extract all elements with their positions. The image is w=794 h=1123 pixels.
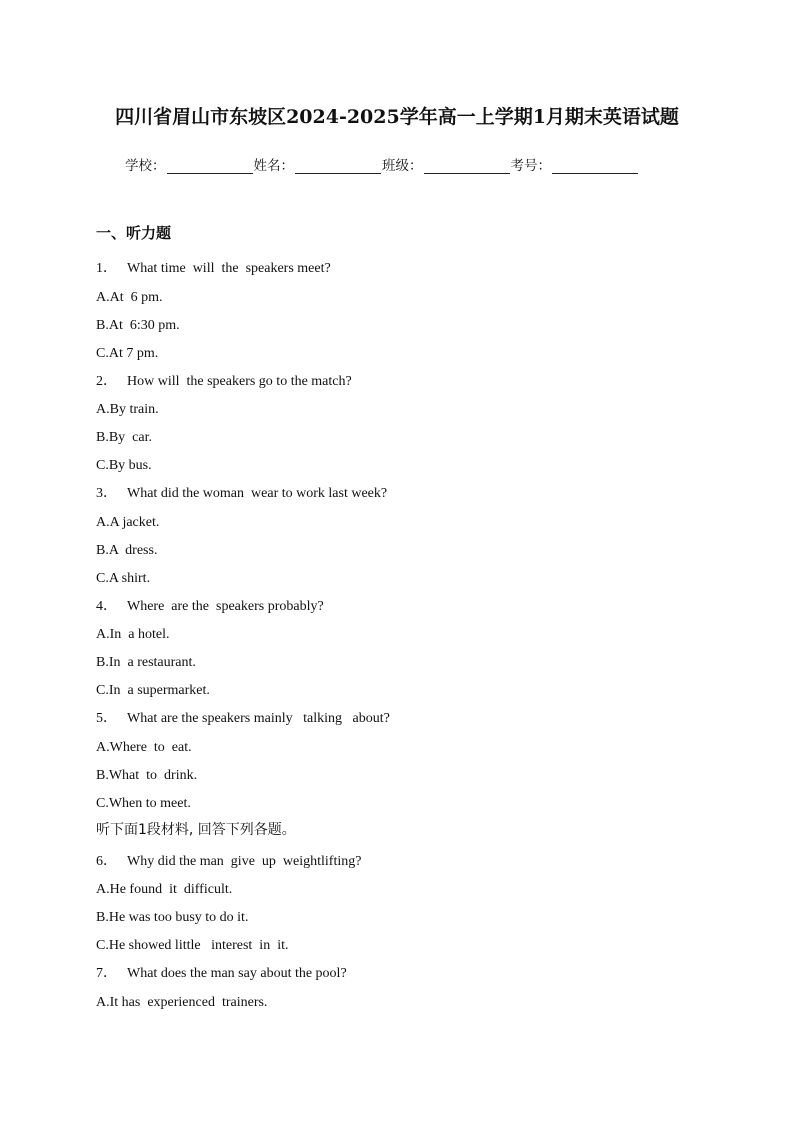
student-info-row bbox=[125, 154, 639, 174]
option-a: A.Where to eat. bbox=[96, 739, 192, 755]
class-label: 班级： bbox=[382, 158, 423, 174]
name-label: 姓名： bbox=[253, 158, 294, 174]
question-number: 1． bbox=[96, 261, 117, 276]
question-text: What time will the speakers meet? bbox=[127, 261, 331, 276]
option-a: A.A jacket. bbox=[96, 514, 160, 530]
question-text: What did the woman wear to work last week? bbox=[127, 486, 388, 501]
question-3 bbox=[96, 484, 736, 597]
question-6 bbox=[96, 852, 736, 965]
question-2 bbox=[96, 372, 736, 485]
option-b: B.What to drink. bbox=[96, 767, 198, 783]
option-c: C.In a supermarket. bbox=[96, 683, 210, 698]
class-field bbox=[382, 154, 511, 174]
question-number: 2． bbox=[96, 373, 117, 389]
option-c: C.A shirt. bbox=[96, 570, 151, 586]
question-7 bbox=[96, 964, 736, 1021]
question-text: What are the speakers mainly talking about? bbox=[127, 711, 390, 726]
option-a: A.In a hotel. bbox=[96, 627, 170, 642]
question-stem bbox=[96, 852, 736, 881]
question-number: 4． bbox=[96, 598, 117, 614]
question-5 bbox=[96, 709, 736, 822]
option-b: B.By car. bbox=[96, 430, 152, 445]
page-title: 四川省眉山市东坡区2024-2025学年高一上学期1月期末英语试题 bbox=[115, 106, 679, 128]
question-stem bbox=[96, 709, 736, 738]
question-text: Why did the man give up weightlifting? bbox=[127, 853, 362, 869]
listening-instruction: 听下面1段材料, 回答下列各题。 bbox=[96, 821, 296, 838]
exam-number-label: 考号： bbox=[510, 158, 551, 174]
class-blank[interactable] bbox=[424, 159, 510, 174]
question-text: How will the speakers go to the match? bbox=[127, 373, 352, 389]
option-c: C.He showed little interest in it. bbox=[96, 938, 289, 953]
question-4 bbox=[96, 597, 736, 710]
question-number: 3． bbox=[96, 486, 117, 501]
option-a: A.It has experienced trainers. bbox=[96, 994, 268, 1010]
option-c: C.At 7 pm. bbox=[96, 345, 159, 361]
school-field bbox=[125, 154, 254, 174]
option-c: C.When to meet. bbox=[96, 795, 191, 811]
question-text: Where are the speakers probably? bbox=[127, 598, 324, 614]
name-blank[interactable] bbox=[295, 159, 381, 174]
option-a: A.He found it difficult. bbox=[96, 882, 233, 897]
question-1 bbox=[96, 259, 736, 372]
name-field bbox=[254, 154, 383, 174]
exam-number-field bbox=[511, 154, 640, 174]
option-b: B.In a restaurant. bbox=[96, 655, 196, 670]
question-stem bbox=[96, 372, 736, 401]
section-heading: 一、听力题 bbox=[96, 224, 172, 242]
school-blank[interactable] bbox=[167, 159, 253, 174]
option-b: B.He was too busy to do it. bbox=[96, 910, 249, 925]
question-stem bbox=[96, 484, 736, 513]
question-stem bbox=[96, 259, 736, 288]
question-number: 6． bbox=[96, 853, 117, 869]
question-stem bbox=[96, 964, 736, 993]
option-b: B.At 6:30 pm. bbox=[96, 317, 180, 333]
option-a: A.By train. bbox=[96, 402, 159, 417]
questions-list bbox=[96, 259, 736, 1021]
question-number: 5． bbox=[96, 711, 117, 726]
question-stem bbox=[96, 597, 736, 626]
option-b: B.A dress. bbox=[96, 542, 158, 558]
option-c: C.By bus. bbox=[96, 458, 152, 473]
exam-number-blank[interactable] bbox=[552, 159, 638, 174]
question-text: What does the man say about the pool? bbox=[127, 966, 347, 981]
question-number: 7． bbox=[96, 966, 117, 981]
school-label: 学校： bbox=[125, 158, 166, 174]
option-a: A.At 6 pm. bbox=[96, 289, 163, 305]
